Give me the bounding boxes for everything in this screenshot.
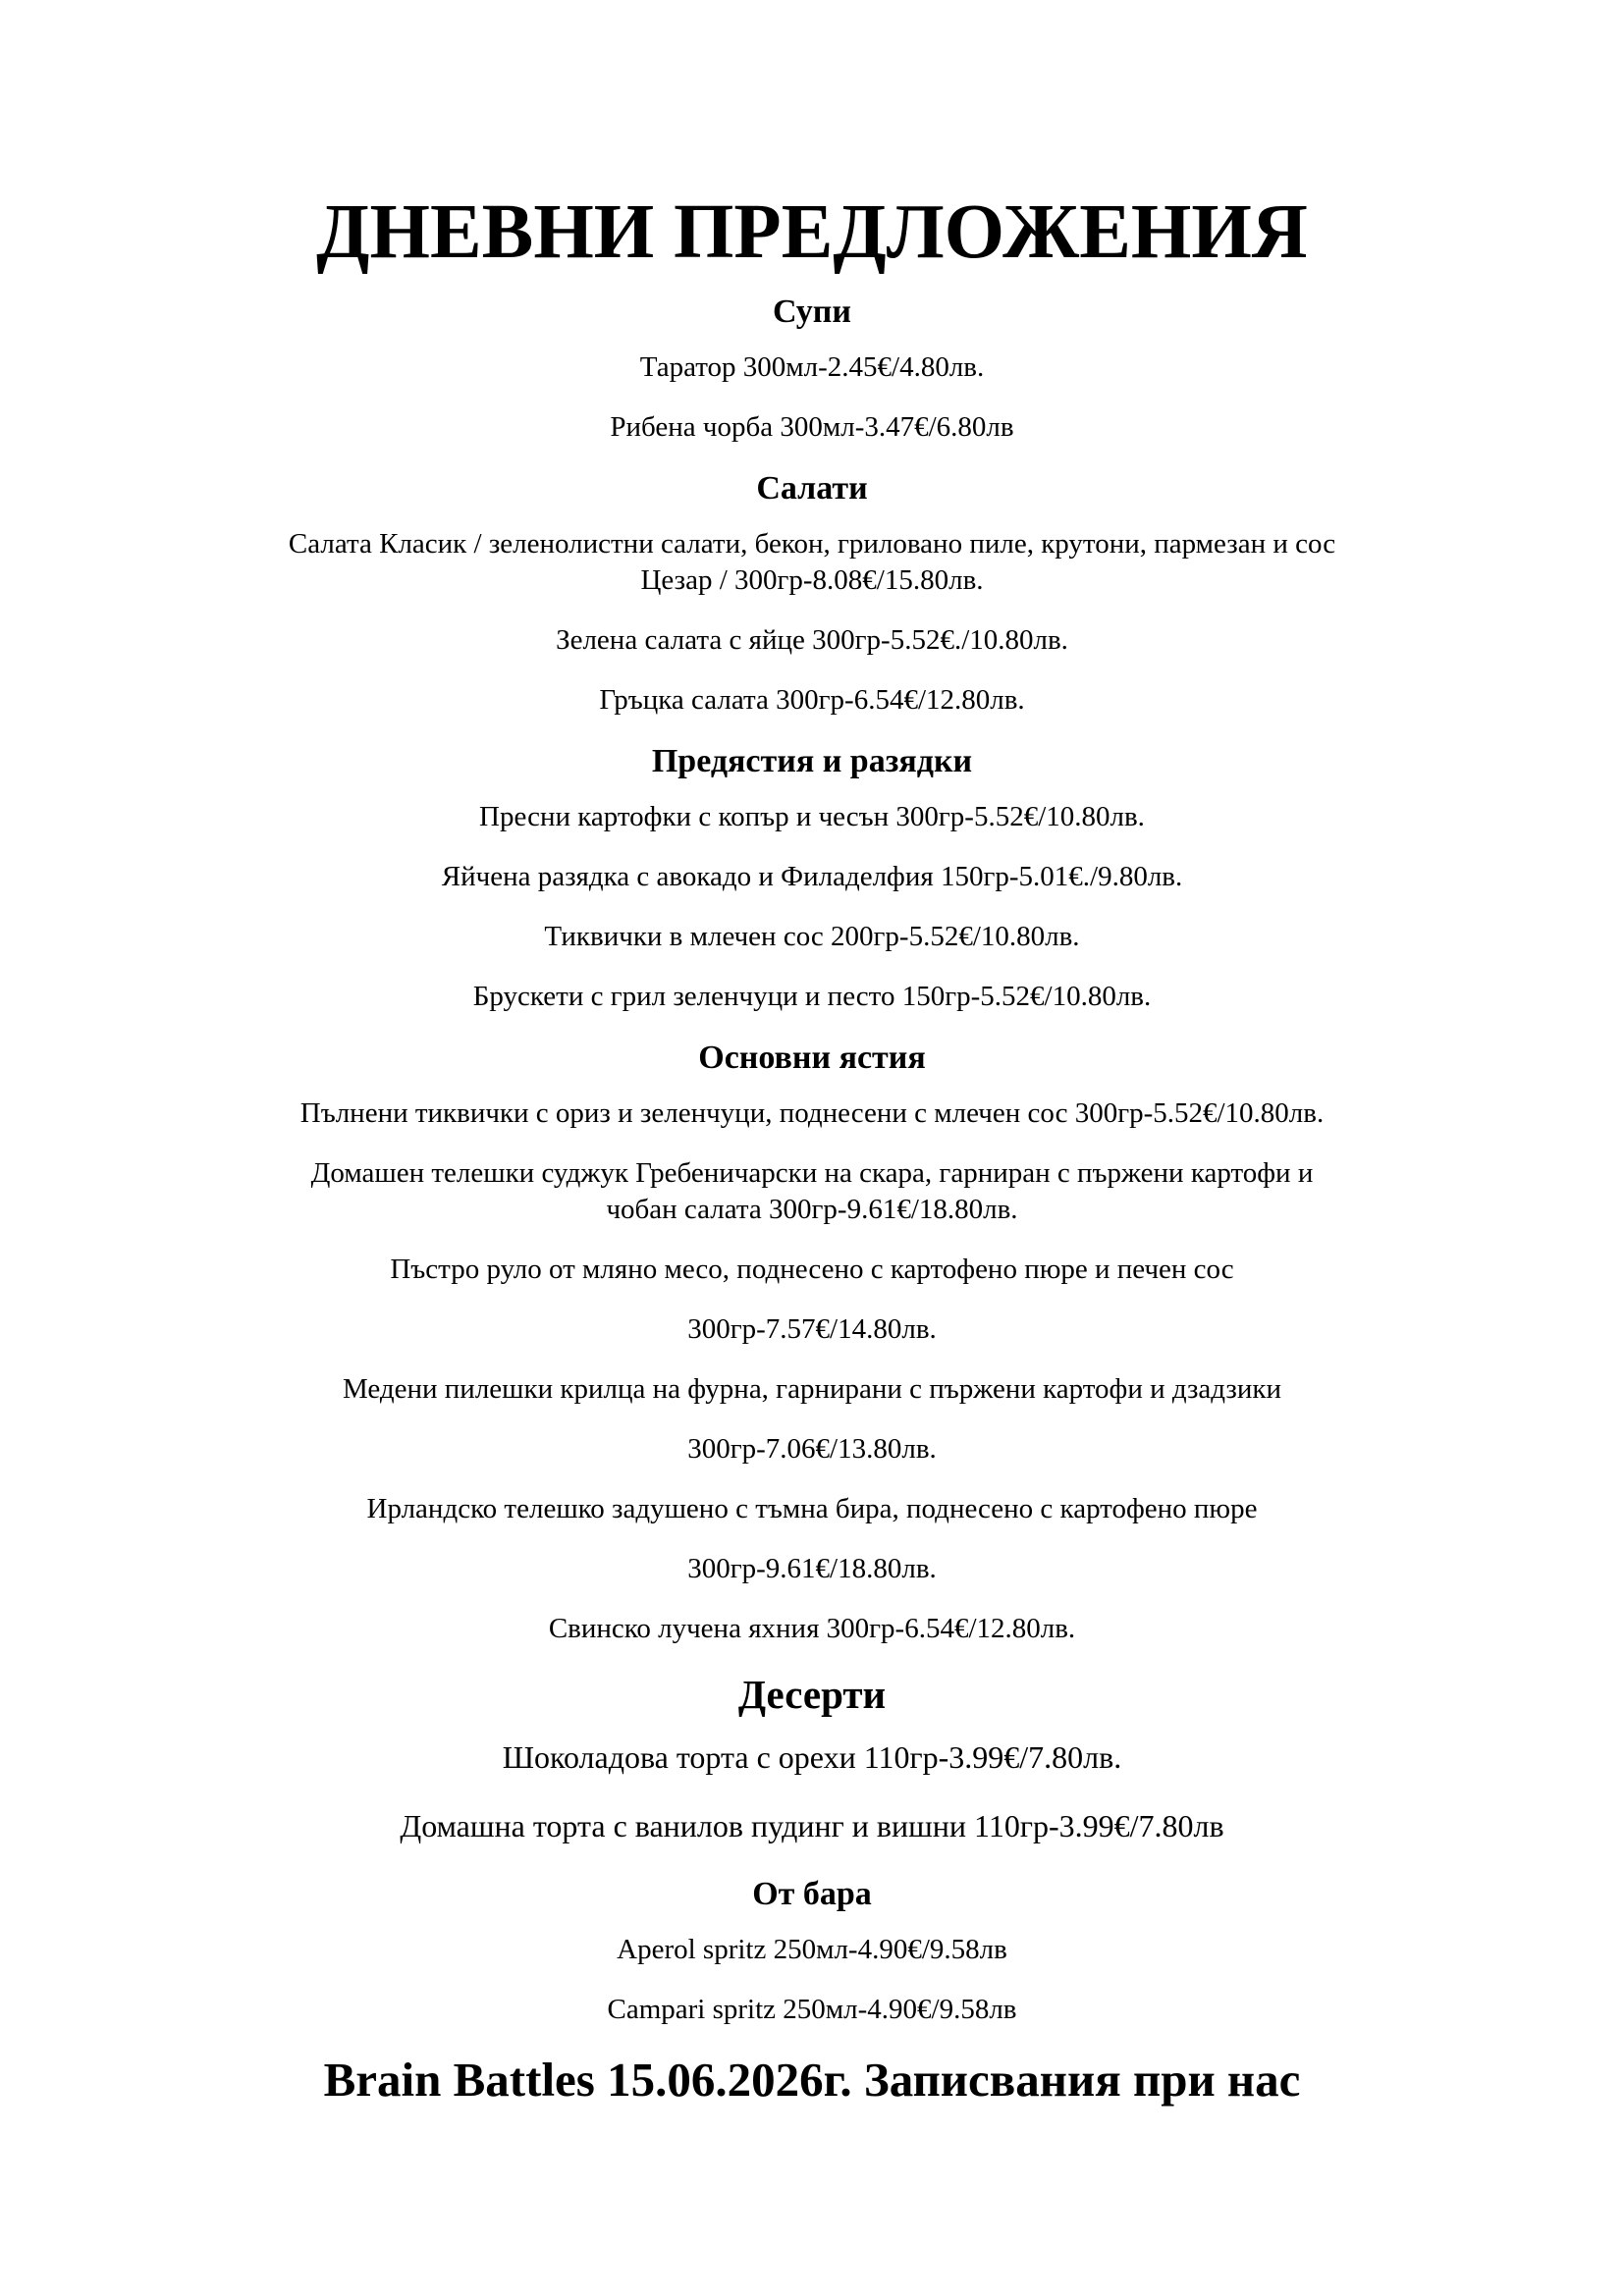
menu-item-price: 300гр-7.06€/13.80лв. [687, 1433, 937, 1465]
menu-item: Яйчена разядка с авокадо и Филаделфия 150гр-5.01€./9.80лв. [441, 861, 1183, 892]
menu-item: Таратор 300мл-2.45€/4.80лв. [639, 351, 985, 383]
menu-item: Медени пилешки крилца на фурна, гарнирани с пържени картофи и дзадзики [342, 1373, 1281, 1405]
menu-item: Брускети с грил зеленчуци и песто 150гр-5.52€/10.80лв. [472, 981, 1152, 1012]
section-title-desserts: Десерти [737, 1672, 887, 1717]
menu-item-line: чобан салата 300гр-9.61€/18.80лв. [606, 1194, 1018, 1225]
menu-item: Рибена чорба 300мл-3.47€/6.80лв [610, 411, 1014, 443]
menu-item: Домашна торта с ванилов пудинг и вишни 110гр-3.99€/7.80лв [400, 1808, 1224, 1843]
menu-item-price: 300гр-7.57€/14.80лв. [687, 1313, 937, 1345]
section-desserts [187, 1671, 1437, 1845]
section-salads [187, 469, 1437, 719]
menu-item: Aperol spritz 250мл-4.90€/9.58лв [617, 1934, 1007, 1965]
page-title: ДНЕВНИ ПРЕДЛОЖЕНИЯ [316, 189, 1308, 275]
menu-item-line: Цезар / 300гр-8.08€/15.80лв. [640, 564, 984, 596]
menu-item-line: Салата Класик / зеленолистни салати, бекон, гриловано пиле, крутони, пармезан и сос [288, 528, 1336, 560]
menu-item: Пъстро руло от мляно месо, поднесено с картофено пюре и печен сос [390, 1254, 1234, 1285]
menu-item: Пресни картофки с копър и чесън 300гр-5.52€/10.80лв. [479, 801, 1145, 832]
menu-item: Ирландско телешко задушено с тъмна бира, поднесено с картофено пюре [366, 1493, 1258, 1524]
section-mains [187, 1039, 1437, 1647]
section-starters [187, 742, 1437, 1015]
section-bar [187, 1875, 1437, 2028]
event-announcement: Brain Battles 15.06.2026г. Записвания при нас [323, 2053, 1301, 2107]
section-title-soups: Супи [773, 294, 851, 330]
menu-item: Тиквички в млечен сос 200гр-5.52€/10.80лв. [544, 921, 1080, 952]
section-title-mains: Основни ястия [698, 1040, 926, 1076]
section-soups [187, 293, 1437, 446]
menu-item: Пълнени тиквички с ориз и зеленчуци, поднесени с млечен сос 300гр-5.52€/10.80лв. [299, 1097, 1325, 1129]
menu-item: Свинско лучена яхния 300гр-6.54€/12.80лв. [548, 1613, 1076, 1644]
menu-item: Зелена салата с яйце 300гр-5.52€./10.80лв. [556, 624, 1068, 656]
menu-item [187, 1155, 1437, 1228]
section-title-starters: Предястия и разядки [651, 743, 973, 779]
menu-item-price: 300гр-9.61€/18.80лв. [687, 1553, 937, 1584]
menu-item [187, 526, 1437, 599]
section-title-bar: От бара [752, 1876, 872, 1912]
menu-item-line: Домашен телешки суджук Гребеничарски на скара, гарниран с пържени картофи и [310, 1157, 1314, 1189]
menu-item: Гръцка салата 300гр-6.54€/12.80лв. [599, 684, 1025, 716]
menu-item: Шоколадова торта с орехи 110гр-3.99€/7.80лв. [502, 1739, 1122, 1775]
menu-item: Campari spritz 250мл-4.90€/9.58лв [607, 1994, 1017, 2025]
section-title-salads: Салати [756, 470, 868, 507]
